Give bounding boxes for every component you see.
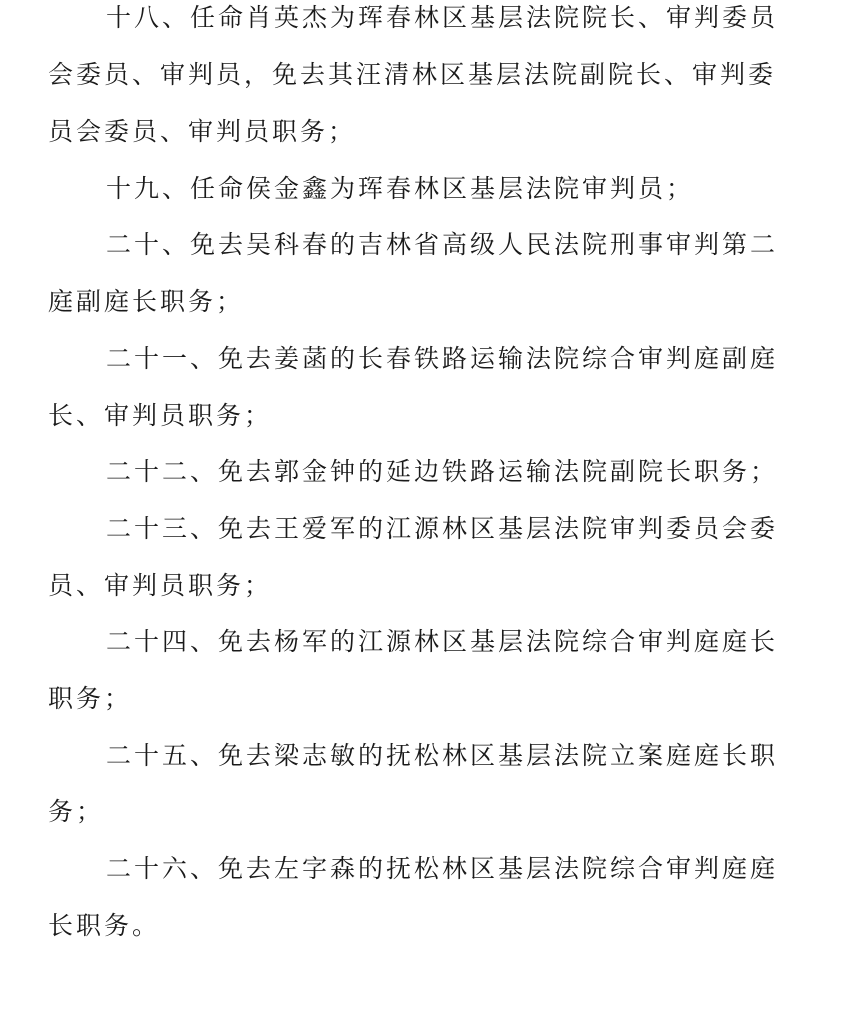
paragraph-18-line-2: 会委员、审判员，免去其汪清林区基层法院副院长、审判委: [48, 60, 777, 89]
paragraph-24-line-1: 二十四、免去杨军的江源林区基层法院综合审判庭庭长: [106, 627, 779, 656]
paragraph-20-line-1: 二十、免去吴科春的吉林省高级人民法院刑事审判第二: [106, 230, 779, 259]
paragraph-25-line-2: 务；: [48, 797, 105, 826]
paragraph-18-line-3: 员会委员、审判员职务；: [48, 117, 357, 146]
paragraph-23-line-2: 员、审判员职务；: [48, 571, 273, 600]
paragraph-26-line-1: 二十六、免去左字森的抚松林区基层法院综合审判庭庭: [106, 854, 779, 883]
paragraph-24-line-2: 职务；: [48, 684, 133, 713]
paragraph-26-line-2: 长职务。: [48, 911, 161, 940]
paragraph-23-line-1: 二十三、免去王爱军的江源林区基层法院审判委员会委: [106, 514, 779, 543]
paragraph-18-line-1: 十八、任命肖英杰为珲春林区基层法院院长、审判委员: [106, 3, 779, 32]
paragraph-22-line-1: 二十二、免去郭金钟的延边铁路运输法院副院长职务；: [106, 457, 779, 486]
paragraph-25-line-1: 二十五、免去梁志敏的抚松林区基层法院立案庭庭长职: [106, 741, 779, 770]
paragraph-21-line-1: 二十一、免去姜菡的长春铁路运输法院综合审判庭副庭: [106, 344, 779, 373]
paragraph-19-line-1: 十九、任命侯金鑫为珲春林区基层法院审判员；: [106, 174, 695, 203]
paragraph-20-line-2: 庭副庭长职务；: [48, 287, 245, 316]
paragraph-21-line-2: 长、审判员职务；: [48, 401, 273, 430]
